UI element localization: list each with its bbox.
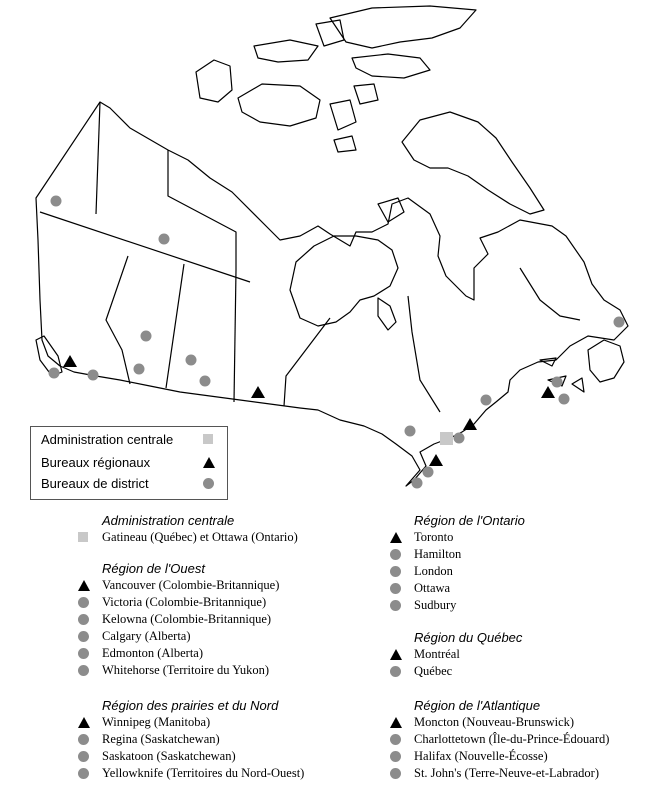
list-item-label: Calgary (Alberta) bbox=[102, 629, 191, 643]
border-alberta-sask bbox=[166, 264, 184, 388]
group-central-admin bbox=[76, 512, 298, 546]
list-item-label: Regina (Saskatchewan) bbox=[102, 732, 220, 746]
list-item-label: Yellowknife (Territoires du Nord-Ouest) bbox=[102, 766, 305, 780]
circle-icon bbox=[390, 734, 401, 745]
list-item-label: Winnipeg (Manitoba) bbox=[102, 715, 211, 729]
square-icon bbox=[78, 532, 88, 542]
group-prairies-north bbox=[76, 697, 304, 782]
list-item bbox=[388, 731, 609, 748]
list-item bbox=[388, 563, 525, 580]
banks-island bbox=[196, 60, 232, 102]
legend-regional-offices-label: Bureaux régionaux bbox=[41, 455, 151, 470]
circle-icon bbox=[390, 768, 401, 779]
list-item bbox=[76, 594, 279, 611]
list-item-label: Moncton (Nouveau-Brunswick) bbox=[414, 715, 575, 729]
circle-icon bbox=[390, 566, 401, 577]
regina-marker bbox=[200, 376, 211, 387]
list-item-label: Gatineau (Québec) et Ottawa (Ontario) bbox=[102, 530, 298, 544]
group-atlantic bbox=[388, 697, 609, 782]
circle-icon bbox=[78, 631, 89, 642]
list-item-label: Hamilton bbox=[414, 547, 462, 561]
victoria-island bbox=[238, 84, 320, 126]
circle-icon bbox=[78, 614, 89, 625]
circle-icon bbox=[78, 751, 89, 762]
cape-breton bbox=[572, 378, 584, 392]
list-item bbox=[388, 765, 609, 782]
devon-island bbox=[352, 54, 430, 78]
yellowknife-marker bbox=[159, 234, 170, 245]
group-title: Région de l'Ontario bbox=[414, 513, 525, 528]
legend-central-admin bbox=[41, 431, 173, 449]
halifax-marker bbox=[559, 394, 570, 405]
london-marker bbox=[412, 478, 423, 489]
circle-icon bbox=[390, 600, 401, 611]
border-bc-alberta bbox=[106, 256, 130, 384]
group-title: Région de l'Atlantique bbox=[414, 698, 541, 713]
vancouver-marker bbox=[63, 355, 77, 367]
hamilton-marker bbox=[423, 467, 434, 478]
list-item-label: Victoria (Colombie-Britannique) bbox=[102, 595, 267, 609]
whitehorse-marker bbox=[51, 196, 62, 207]
list-item bbox=[388, 748, 609, 765]
list-item-label: Charlottetown (Île-du-Prince-Édouard) bbox=[414, 732, 610, 746]
central-admin-marker bbox=[440, 432, 453, 445]
quebec-marker bbox=[481, 395, 492, 406]
list-item bbox=[388, 597, 525, 614]
list-item bbox=[388, 546, 525, 563]
list-item bbox=[76, 765, 304, 782]
circle-icon bbox=[78, 768, 89, 779]
circle-icon bbox=[78, 734, 89, 745]
winnipeg-marker bbox=[251, 386, 265, 398]
list-item-label: Ottawa bbox=[414, 581, 451, 595]
circle-icon bbox=[78, 665, 89, 676]
list-item bbox=[76, 529, 298, 546]
legend-district-offices bbox=[41, 475, 149, 493]
border-ontario-quebec bbox=[408, 296, 440, 412]
list-item bbox=[76, 714, 304, 731]
list-item bbox=[76, 662, 279, 679]
ottawa-marker bbox=[454, 433, 465, 444]
border-yukon-nwt bbox=[96, 102, 100, 214]
list-item-label: London bbox=[414, 564, 453, 578]
list-item-label: Québec bbox=[414, 664, 453, 678]
list-item bbox=[388, 580, 525, 597]
st-johns-marker bbox=[614, 317, 625, 328]
newfoundland bbox=[588, 340, 624, 382]
james-bay bbox=[378, 298, 396, 330]
group-title: Région des prairies et du Nord bbox=[102, 698, 279, 713]
ellesmere-island bbox=[330, 6, 476, 48]
circle-icon bbox=[390, 549, 401, 560]
sudbury-marker bbox=[405, 426, 416, 437]
list-item bbox=[76, 611, 279, 628]
legend-regional-offices bbox=[41, 454, 150, 472]
list-item bbox=[76, 748, 304, 765]
triangle-icon bbox=[390, 717, 402, 728]
list-item-label: Vancouver (Colombie-Britannique) bbox=[102, 578, 280, 592]
list-item-label: Edmonton (Alberta) bbox=[102, 646, 204, 660]
group-title: Région de l'Ouest bbox=[102, 561, 205, 576]
list-item bbox=[388, 714, 609, 731]
moncton-marker bbox=[541, 386, 555, 398]
triangle-icon bbox=[203, 457, 215, 468]
victoria-marker bbox=[49, 368, 60, 379]
circle-icon bbox=[390, 666, 401, 677]
list-item-label: Sudbury bbox=[414, 598, 457, 612]
list-item-label: Halifax (Nouvelle-Écosse) bbox=[414, 749, 548, 763]
list-item bbox=[388, 663, 522, 680]
toronto-marker bbox=[463, 418, 477, 430]
border-manitoba-ontario bbox=[284, 318, 330, 406]
border-sask-manitoba bbox=[234, 270, 236, 402]
triangle-icon bbox=[78, 580, 90, 591]
triangle-icon bbox=[78, 717, 90, 728]
calgary-marker bbox=[134, 364, 145, 375]
list-item-label: Kelowna (Colombie-Britannique) bbox=[102, 612, 272, 626]
legend-central-admin-label: Administration centrale bbox=[41, 432, 174, 447]
circle-icon bbox=[203, 478, 214, 489]
circle-icon bbox=[390, 583, 401, 594]
group-quebec bbox=[388, 629, 522, 680]
somerset-island bbox=[354, 84, 378, 104]
saskatoon-marker bbox=[186, 355, 197, 366]
list-item bbox=[76, 577, 279, 594]
list-item bbox=[76, 731, 304, 748]
border-nwt-nunavut bbox=[168, 150, 236, 270]
hudson-bay bbox=[290, 236, 398, 326]
king-william-island bbox=[334, 136, 356, 152]
circle-icon bbox=[390, 751, 401, 762]
list-item bbox=[388, 646, 522, 663]
baffin-island bbox=[402, 112, 544, 214]
legend-district-offices-label: Bureaux de district bbox=[41, 476, 149, 491]
list-item bbox=[76, 645, 279, 662]
charlottetown-marker bbox=[552, 377, 563, 388]
group-west bbox=[76, 560, 279, 679]
group-ontario bbox=[388, 512, 525, 614]
circle-icon bbox=[78, 648, 89, 659]
square-icon bbox=[203, 434, 213, 444]
group-title: Région du Québec bbox=[414, 630, 523, 645]
kelowna-marker bbox=[88, 370, 99, 381]
list-item bbox=[76, 628, 279, 645]
circle-icon bbox=[78, 597, 89, 608]
edmonton-marker bbox=[141, 331, 152, 342]
prince-of-wales-island bbox=[330, 100, 356, 130]
list-item-label: Montréal bbox=[414, 647, 460, 661]
list-item-label: St. John's (Terre-Neuve-et-Labrador) bbox=[414, 766, 599, 780]
border-quebec-labrador bbox=[520, 268, 580, 320]
list-item-label: Saskatoon (Saskatchewan) bbox=[102, 749, 236, 763]
montreal-marker bbox=[429, 454, 443, 466]
triangle-icon bbox=[390, 649, 402, 660]
melville-island bbox=[254, 40, 318, 62]
map-legend bbox=[30, 426, 228, 500]
list-item-label: Toronto bbox=[414, 530, 454, 544]
group-title: Administration centrale bbox=[102, 513, 235, 528]
triangle-icon bbox=[390, 532, 402, 543]
list-item bbox=[388, 529, 525, 546]
list-item-label: Whitehorse (Territoire du Yukon) bbox=[102, 663, 270, 677]
